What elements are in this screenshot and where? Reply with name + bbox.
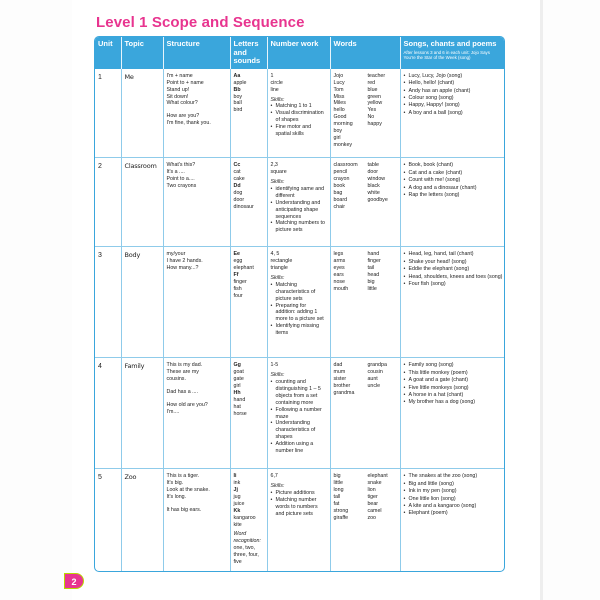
letter-word: four [233,292,243,299]
number-line: 1-5 [270,362,279,369]
letter-word: bird [233,107,243,114]
table-row [95,469,505,572]
word: sister [333,376,347,383]
header-words: Words [330,37,400,69]
word: long [333,487,344,494]
word: boy [333,127,343,134]
letter-word: finger [233,278,247,285]
word: snake [367,480,382,487]
words-columns [334,251,397,292]
skill-item: • identifying same and different [271,186,327,200]
letters-cell [230,158,267,247]
word: Miss [333,93,345,100]
song-item: • Cat and a cake (chant) [404,170,504,177]
skill-item-list [271,186,327,234]
unit-cell [95,158,121,247]
topic-name: Classroom [124,162,157,171]
topic-name: Zoo [124,473,137,482]
skill-item-list [271,490,327,518]
structure-line: How are you? [166,113,200,120]
words-cell [330,358,400,469]
page-title: Level 1 Scope and Sequence [96,14,305,31]
table-row [95,158,505,247]
letter-word: dinosaur [233,203,254,210]
topic-name: Me [124,72,134,81]
structure-line: It has big ears. [166,506,202,513]
structure-line: Two crayons [166,183,197,189]
topic-cell [121,469,163,572]
skill-item: • Identifying missing items [271,323,327,337]
skill-item: • Understanding and anticipating shape sequences [271,200,327,221]
structure-line: It's big. [166,480,184,487]
song-item: • My brother has a dog (song) [404,399,504,406]
word: head [367,272,380,278]
number-line: rectangle [270,258,293,265]
letters-cell [230,69,267,158]
words-column-b [367,251,396,292]
letter-pair: Aa [233,72,241,79]
skills-label: Skills: [270,179,285,186]
song-item: • The snakes at the zoo (song) [404,473,504,480]
word: tail [367,265,375,272]
structure-line: my/your [166,251,186,258]
words-columns [334,73,397,149]
word: mum [333,369,346,376]
header-structure: Structure [163,37,230,69]
letter-word: ink [233,480,241,487]
header-songs [400,37,505,69]
unit-number: 4 [98,363,102,371]
letter-word: horse [233,410,247,417]
word: little [333,480,343,487]
songs-cell [400,69,505,158]
structure-line: This is my dad. [166,362,203,369]
structure-line: Look at the snake. [166,487,210,494]
song-item: • Head, shoulders, knees and toes (song) [404,274,504,281]
song-item: • A kite and a kangaroo (song) [404,503,504,510]
letter-word: apple [233,79,247,86]
word: happy [367,121,382,127]
words-column-b [367,162,396,210]
letter-word: girl [233,383,241,389]
structure-cell [163,69,230,158]
header-songs-note: After lessons 3 and 6 in each unit: Jojo Says You're the Star of the Week (song) [403,49,490,60]
letter-word: elephant [233,265,254,272]
word: grandma [333,389,355,396]
topic-cell [121,158,163,247]
table-row [95,247,505,358]
unit-number: 3 [98,252,102,260]
structure-line: cousins. [166,376,186,383]
letter-pair: Ff [233,272,239,278]
letter-word: hand [233,396,246,403]
word: Jojo [333,72,344,79]
topic-name: Family [124,362,145,371]
skills-label: Skills: [270,372,285,379]
skills-label: Skills: [270,483,285,490]
unit-number: 5 [98,474,102,482]
song-item: • Happy, Happy! (song) [404,102,504,109]
word: Lucy [333,79,345,86]
letter-word: boy [233,93,243,100]
song-item: • Four fish (song) [404,281,504,288]
word: window [367,176,386,183]
number-line: square [270,169,287,176]
structure-line: I have 2 hands. [166,258,203,265]
word: grandpa [367,362,387,369]
word: elephant [367,473,388,480]
word: goodbye [367,196,388,203]
structure-line: It's long. [166,494,187,500]
letters-cell [230,247,267,358]
structure-cell [163,158,230,247]
structure-line: Point to + name [166,79,204,86]
letter-pair: Kk [233,507,241,514]
structure-line: I'm.... [166,408,180,415]
topic-cell [121,247,163,358]
word: board [333,196,348,203]
letter-pair: Dd [233,183,241,189]
word-recognition-words: one, two, three, four, five [233,545,259,565]
song-item: • Ink in my pen (song) [404,488,504,495]
word: giraffe [333,514,349,521]
word: Tom [333,86,344,93]
unit-number: 1 [98,73,102,81]
word: hand [367,251,380,258]
structure-cell [163,247,230,358]
song-item: • Rap the letters (song) [404,192,504,199]
skill-item: • Matching characteristics of picture sets [271,282,327,303]
letter-word: goat [233,369,244,376]
skills-label: Skills: [270,275,285,281]
number-work-cell [267,69,330,158]
structure-line: What's this? [166,162,196,169]
structure-line: Sit down! [166,93,189,100]
word: black [367,183,380,189]
word: girl [333,134,341,141]
song-item: • Family song (song) [404,362,504,369]
skill-item: • Fine motor and spatial skills [271,124,327,138]
word: fat [333,500,340,507]
skill-item: • Matching numbers to picture sets [271,220,327,234]
word: lion [367,487,376,494]
header-number-work: Number work [267,37,330,69]
song-item: • One little lion (song) [404,496,504,503]
topic-cell [121,358,163,469]
words-columns [334,362,397,396]
song-item: • A boy and a ball (song) [404,110,504,117]
letter-word: jug [233,494,241,500]
structure-line: What colour? [166,100,198,107]
word: teacher [367,72,386,79]
letter-pair: Bb [233,86,241,93]
song-item: • Eddie the elephant (song) [404,266,504,273]
word: mouth [333,285,349,292]
number-line: 6,7 [270,473,278,480]
skill-item: • counting and distinguishing 1 – 5 objects from a set containing more [271,379,327,407]
song-item: • Big and little (song) [404,481,504,488]
word: blue [367,86,378,93]
word: green [367,93,382,100]
word: tiger [367,494,378,500]
topic-name: Body [124,251,141,260]
song-item: • Colour song (song) [404,95,504,102]
number-line: 2,3 [270,162,278,169]
unit-cell [95,469,121,572]
letter-word: cat [233,169,241,176]
skills-label: Skills: [270,96,285,103]
skill-item: • Following a number maze [271,407,327,421]
header-unit: Unit [95,37,121,69]
number-line: 4, 5 [270,251,280,258]
number-line: triangle [270,265,288,272]
song-item: • Lucy, Lucy, Jojo (song) [404,73,504,80]
word: legs [333,251,344,258]
words-column-a [334,73,366,149]
skill-item-list [271,282,327,337]
word: cousin [367,369,383,376]
letter-word: kite [233,521,242,528]
song-item: • Five little monkeys (song) [404,385,504,392]
word: ears [333,272,344,278]
number-work-cell [267,247,330,358]
number-work-cell [267,158,330,247]
unit-cell [95,69,121,158]
header-songs-label: Songs, chants and poems [403,39,497,48]
words-column-b [367,473,396,521]
words-columns [334,473,397,521]
skill-item: • Picture additions [271,490,327,497]
word: dad [333,362,343,369]
song-item: • Hello, hello! (chant) [404,80,504,87]
song-item-list [404,73,504,117]
skill-item: • Visual discrimination of shapes [271,110,327,124]
word: crayon [333,176,350,183]
skill-item-list [271,379,327,455]
song-item: • Shake your head! (song) [404,259,504,266]
word: book [333,183,345,189]
song-item: • A dog and a dinosaur (chant) [404,185,504,192]
letter-word: hat [233,403,241,410]
skill-item: • Addition using a number line [271,441,327,455]
word: aunt [367,376,378,383]
words-column-a [334,162,366,210]
number-line: 1 [270,72,274,79]
header-topic: Topic [121,37,163,69]
word: big [333,473,341,480]
word: monkey [333,141,353,148]
letter-pair: Cc [233,162,241,169]
number-work-cell [267,469,330,572]
structure-cell [163,358,230,469]
words-cell [330,158,400,247]
letter-pair: Ee [233,251,240,258]
letter-word: fish [233,285,242,292]
songs-cell [400,358,505,469]
unit-cell [95,358,121,469]
word: Miles [333,100,346,107]
unit-number: 2 [98,163,102,171]
page-edge [540,0,543,600]
skill-item-list [271,103,327,137]
song-item: • Book, book (chant) [404,162,504,169]
word: big [367,278,375,285]
number-work-cell [267,358,330,469]
word: strong [333,507,349,514]
song-item-list [404,162,504,198]
song-item: • Andy has an apple (chant) [404,88,504,95]
word: bag [333,189,343,196]
word: hello [333,107,345,114]
word: nose [333,278,345,285]
word: morning [333,121,353,127]
words-cell [330,469,400,572]
scope-sequence-table [95,37,505,572]
header-letters: Letters and sounds [230,37,267,69]
structure-line: It's a .... [166,169,185,176]
letter-pair: Ii [233,473,237,480]
letter-word: kangaroo [233,514,256,521]
page-number: 2 [64,573,84,589]
header-row [95,37,505,69]
word: door [367,169,379,176]
words-column-a [334,362,366,396]
letter-word: door [233,196,245,203]
skill-item: • Preparing for addition: adding 1 more to a picture set [271,303,327,324]
structure-cell [163,469,230,572]
word: red [367,79,376,86]
letters-cell [230,469,267,572]
words-column-a [334,473,366,521]
number-line: line [270,86,279,93]
word: Good [333,114,347,121]
topic-cell [121,69,163,158]
word: white [367,189,380,196]
words-column-a [334,251,366,292]
word: yellow [367,100,383,107]
word: camel [367,507,382,514]
word: pencil [333,169,348,176]
word: brother [333,383,351,389]
word: uncle [367,383,381,389]
letter-pair: Gg [233,362,241,369]
letter-word: dog [233,189,243,196]
structure-line: Dad has a .... [166,389,199,395]
words-cell [330,69,400,158]
structure-line: These are my [166,369,199,376]
structure-line: I'm + name [166,72,193,79]
structure-line: How old are you? [166,401,208,408]
word: table [367,162,379,169]
song-item: • A goat and a gate (chant) [404,377,504,384]
table-body [95,69,505,572]
structure-line: I'm fine, thank you. [166,120,211,127]
structure-line: Point to a.... [166,176,195,183]
words-column-b [367,73,396,149]
word: chair [333,203,345,210]
structure-line: Stand up! [166,86,190,93]
song-item: • Count with me! (song) [404,177,504,184]
letter-pair: Hh [233,389,241,396]
letter-word: egg [233,258,243,265]
word: arms [333,258,346,265]
word: bear [367,500,379,507]
word: eyes [333,265,345,272]
songs-cell [400,469,505,572]
song-item-list [404,251,504,287]
word: little [367,285,377,292]
letter-word: ball [233,100,242,107]
letter-pair: Jj [233,487,238,494]
song-item: • A horse in a hat (chant) [404,392,504,399]
song-item: • Elephant (poem) [404,510,504,517]
number-line: circle [270,79,283,86]
letters-cell [230,358,267,469]
skill-item: • Understanding characteristics of shapes [271,420,327,441]
song-item-list [404,473,504,517]
words-columns [334,162,397,210]
table-row [95,358,505,469]
scope-sequence-table-frame [94,36,505,572]
unit-cell [95,247,121,358]
words-column-b [367,362,396,396]
songs-cell [400,247,505,358]
letter-word: juice [233,500,245,507]
songs-cell [400,158,505,247]
word: zoo [367,514,376,521]
word: No [367,114,375,121]
skill-item: • Matching 1 to 1 [271,103,327,110]
letter-word: cake [233,176,245,183]
song-item-list [404,362,504,406]
structure-line: How many...? [166,265,199,272]
letter-word: gate [233,376,244,383]
word: finger [367,258,381,265]
word-recognition-label: Word recognition: [233,531,261,545]
table-row [95,69,505,158]
song-item: • This little monkey (poem) [404,370,504,377]
skill-item: • Matching number words to numbers and picture sets [271,497,327,518]
structure-line: This is a tiger. [166,473,200,480]
song-item: • Head, leg, hand, tail (chant) [404,251,504,258]
word: classroom [333,162,358,169]
word: Yes [367,107,377,114]
words-cell [330,247,400,358]
word: tall [333,494,341,500]
